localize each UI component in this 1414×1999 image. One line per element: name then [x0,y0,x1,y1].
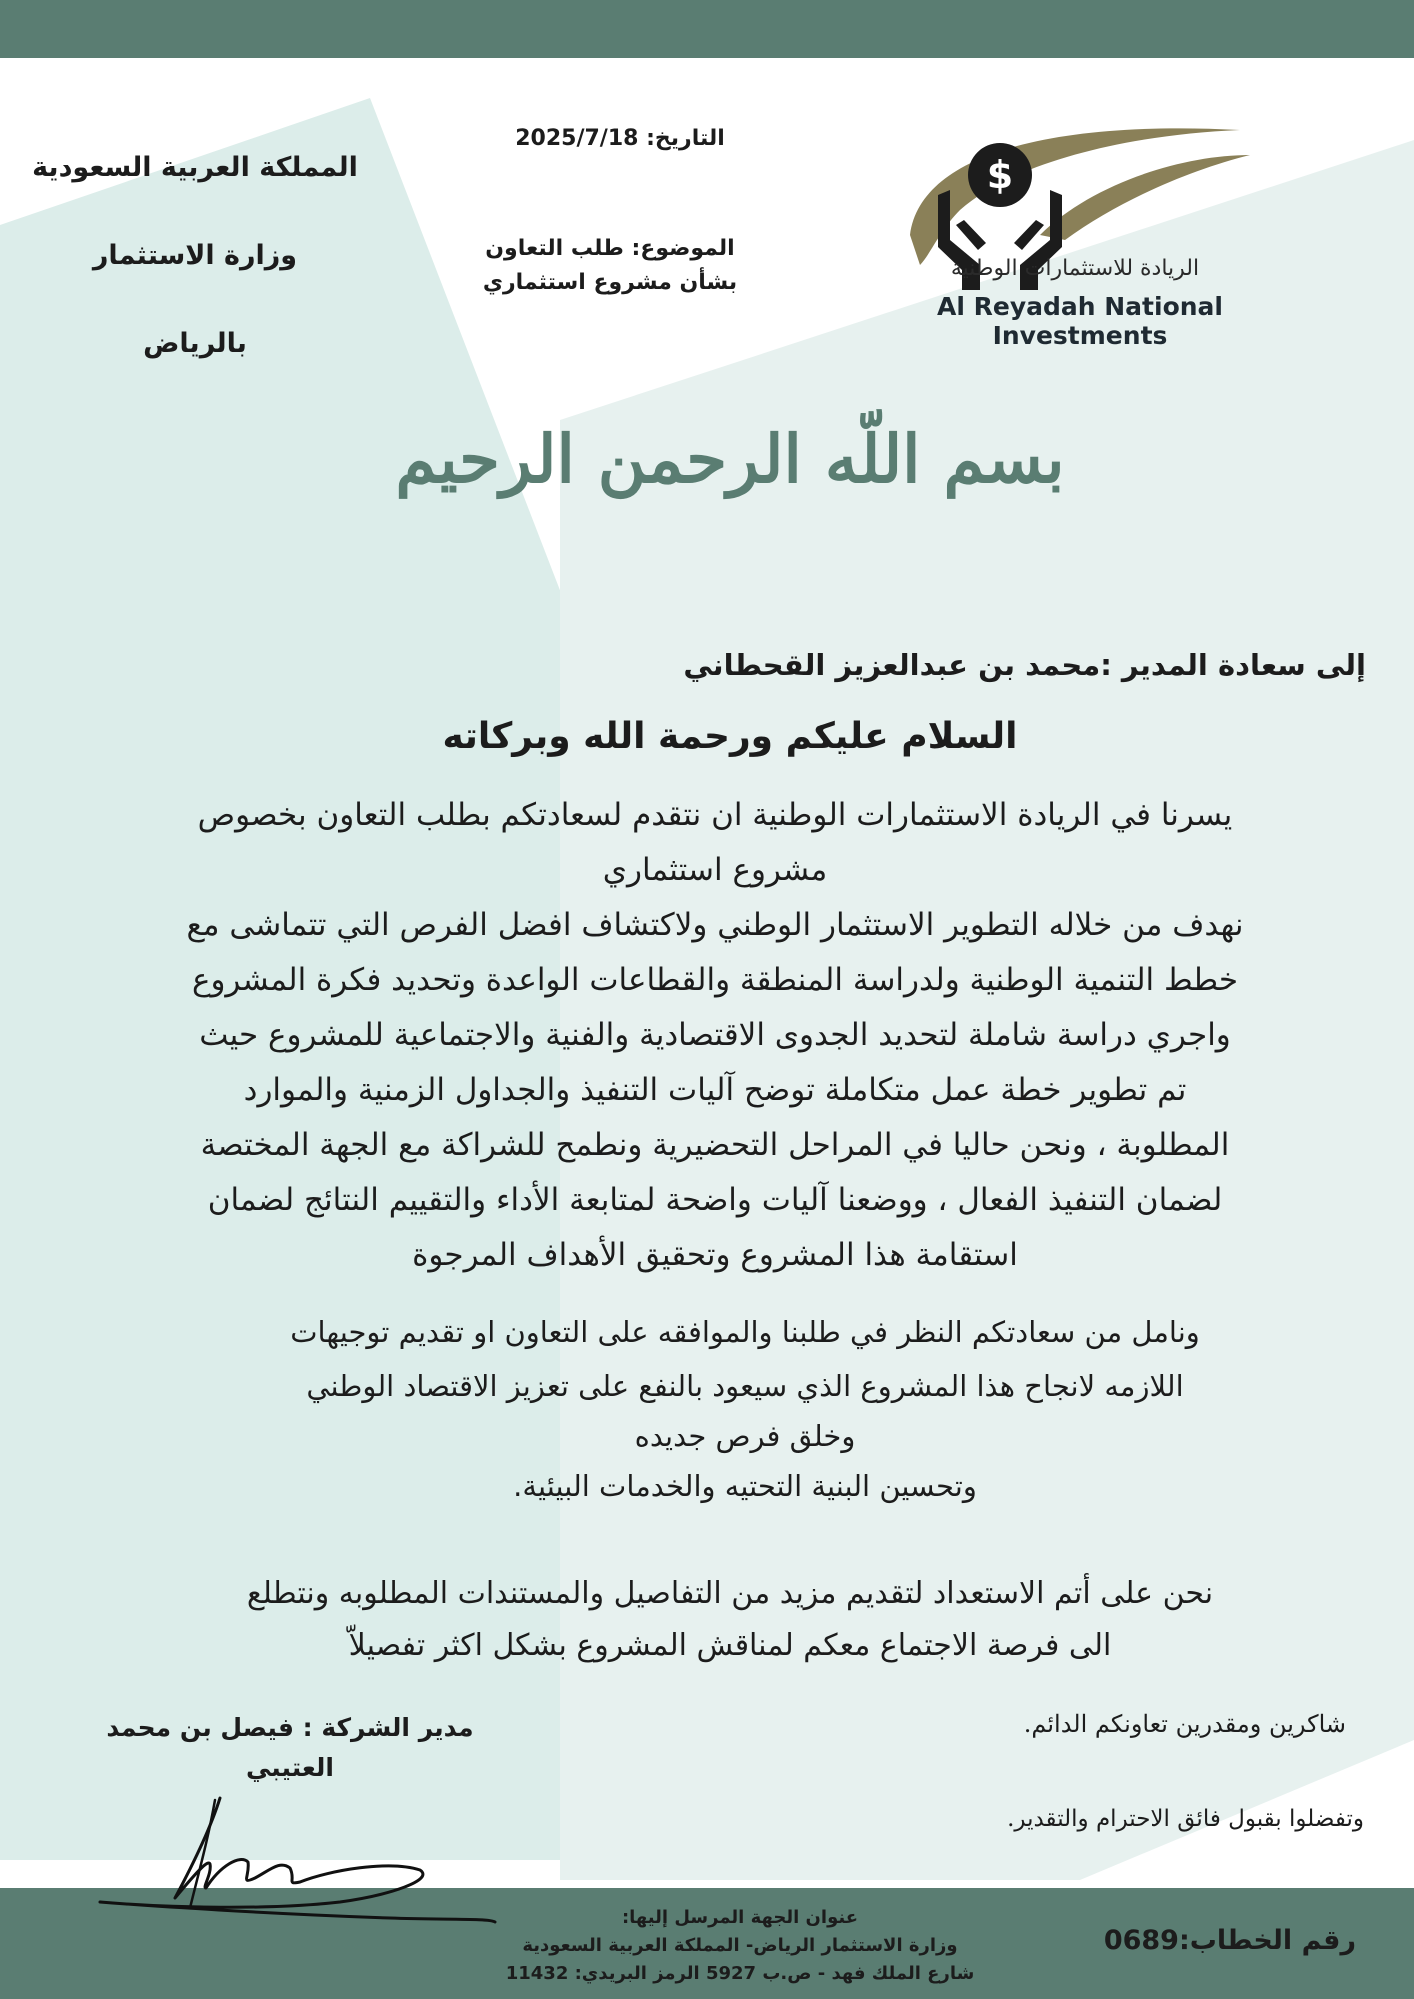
signature-stroke-2 [190,1800,215,1908]
logo-name-english: Al Reyadah National Investments [937,292,1223,350]
letter-date: التاريخ: 2025/7/18 [515,126,725,151]
signature [90,1790,510,1930]
logo-swoosh-inner [1040,155,1250,240]
manager-line-1: مدير الشركة : فيصل بن محمد [106,1713,474,1742]
body-line: وخلق فرص جديده [634,1419,856,1453]
body-line: وتحسين البنية التحتيه والخدمات البيئية. [513,1469,977,1503]
body-line: واجري دراسة شاملة لتحديد الجدوى الاقتصادية والفنية والاجتماعية للمشروع حيث [199,1017,1231,1053]
body-line: ونامل من سعادتكم النظر في طلبنا والموافقه على التعاون او تقديم توجيهات [290,1315,1200,1349]
body-paragraph-1 [95,788,1335,1283]
body-line: اللازمه لانجاح هذا المشروع الذي سيعود بالنفع على تعزيز الاقتصاد الوطني [306,1369,1184,1403]
address-line-3: شارع الملك فهد - ص.ب 5927 الرمز البريدي: 11432 [505,1963,975,1984]
recipient-address [480,1904,1000,1988]
body-line: المطلوبة ، ونحن حاليا في المراحل التحضيرية ونطمح للشراكة مع الجهة المختصة [200,1127,1230,1163]
body-line: نهدف من خلاله التطوير الاستثمار الوطني ولاكتشاف افضل الفرص التي تتماشى مع [186,907,1244,943]
greeting: السلام عليكم ورحمة الله وبركاته [442,716,1018,757]
address-line-1: عنوان الجهة المرسل إليها: [621,1907,859,1928]
regards-line: وتفضلوا بقبول فائق الاحترام والتقدير. [1007,1806,1364,1832]
ministry-name: وزارة الاستثمار [92,240,298,271]
logo-name-arabic: الريادة للاستثمارات الوطنية [950,256,1200,281]
address-line-2: وزارة الاستثمار الرياض- المملكة العربية السعودية [522,1935,958,1956]
ministry-country: المملكة العربية السعودية [32,152,358,183]
closing-paragraph [180,1568,1280,1672]
body-line: تم تطوير خطة عمل متكاملة توضح آليات التنفيذ والجداول الزمنية والموارد [243,1072,1187,1108]
subject-line-2: بشأن مشروع استثماري [482,270,738,295]
letter-subject [440,232,780,300]
body-line: لضمان التنفيذ الفعال ، ووضعنا آليات واضحة لمتابعة الأداء والتقييم النتائج لضمان [207,1182,1223,1218]
manager-line-2: العتيبي [246,1753,334,1782]
subject-line-1: الموضوع: طلب التعاون [485,236,735,261]
company-manager [80,1708,500,1788]
basmala: بسم اللّه الرحمن الرحيم [395,420,1065,498]
logo-swoosh-outer [910,128,1240,265]
ministry-city: بالرياض [143,328,247,359]
thanks-line: شاكرين ومقدرين تعاونكم الدائم. [1023,1710,1346,1738]
signature-stroke [100,1798,495,1922]
body-line: مشروع استثماري [602,852,828,888]
top-bar [0,0,1414,58]
closing-line: الى فرصة الاجتماع معكم لمناقش المشروع بشكل اكثر تفصيلاّ [348,1628,1112,1663]
body-line: استقامة هذا المشروع وتحقيق الأهداف المرجوة [412,1237,1018,1273]
body-line: خطط التنمية الوطنية ولدراسة المنطقة والقطاعات الواعدة وتحديد فكرة المشروع [191,962,1239,998]
svg-text:$: $ [986,153,1014,197]
recipient: إلى سعادة المدير :محمد بن عبدالعزيز القحطاني [683,648,1366,682]
body-paragraph-2 [230,1305,1260,1513]
body-line: يسرنا في الريادة الاستثمارات الوطنية ان نتقدم لسعادتكم بطلب التعاون بخصوص [197,797,1233,833]
letter-number: رقم الخطاب:0689 [1103,1925,1356,1956]
closing-line: نحن على أتم الاستعداد لتقديم مزيد من التفاصيل والمستندات المطلوبه ونتطلع [246,1576,1214,1611]
